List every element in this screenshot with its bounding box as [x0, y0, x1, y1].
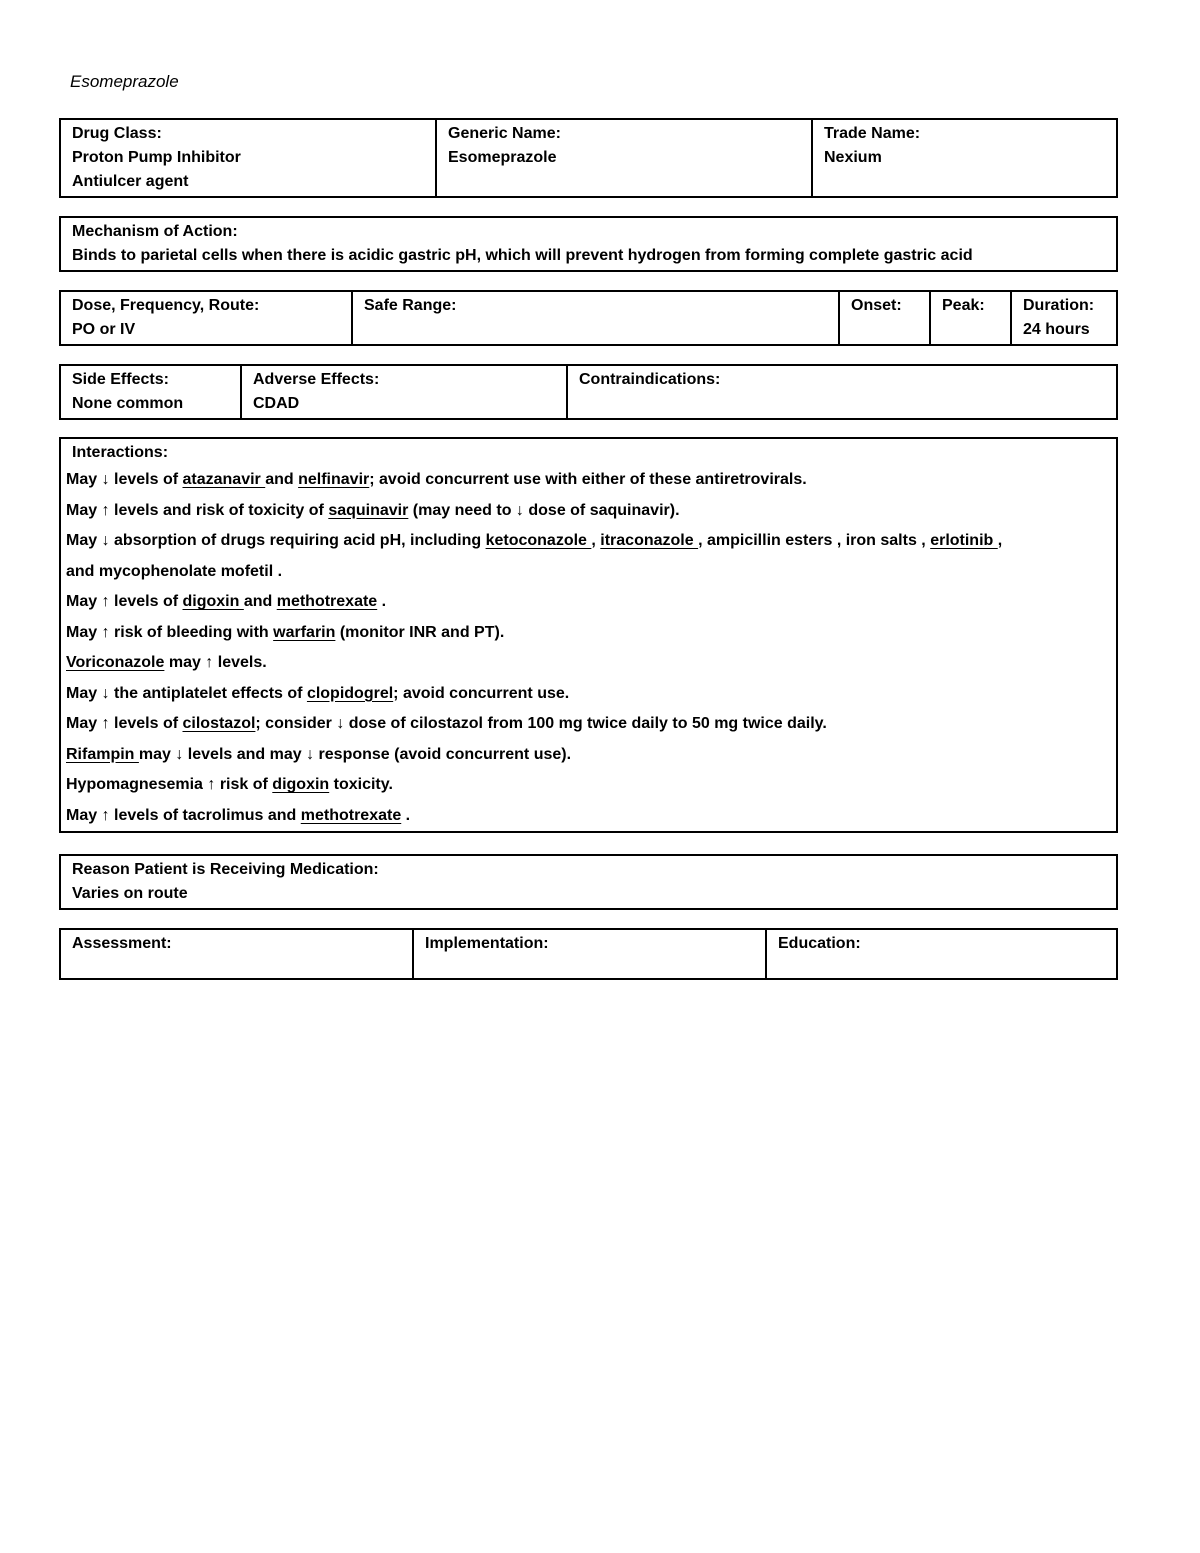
- interaction-text: .: [377, 593, 387, 610]
- interaction-drug-name: warfarin: [273, 623, 336, 641]
- interaction-drug-name: digoxin: [182, 593, 244, 610]
- mechanism-value: Binds to parietal cells when there is acidic gastric pH, which will prevent hydrogen from forming complete gastric acid: [72, 247, 973, 264]
- interaction-line: [66, 526, 1106, 557]
- interaction-line: [66, 709, 1106, 740]
- interaction-text: ; avoid concurrent use with either of these antiretrovirals.: [369, 471, 807, 488]
- interaction-line: [66, 770, 1106, 801]
- interaction-text: and: [243, 593, 277, 610]
- dose-label: Dose, Frequency, Route:: [72, 297, 260, 314]
- interaction-line: [66, 587, 1106, 618]
- interaction-text: May ↑ risk of bleeding with: [66, 623, 274, 641]
- interaction-drug-name: Voriconazole: [66, 654, 165, 671]
- side-effects-value: None common: [72, 395, 184, 412]
- interaction-text: .: [401, 806, 411, 824]
- assessment-cell: [60, 929, 413, 979]
- interaction-drug-name: saquinavir: [328, 501, 409, 519]
- interaction-drug-name: atazanavir: [182, 471, 266, 488]
- interaction-text: May ↓ the antiplatelet effects of: [66, 684, 307, 702]
- mechanism-cell: [60, 217, 1117, 271]
- interaction-line: [66, 618, 1106, 649]
- interaction-drug-name: itraconazole: [600, 532, 699, 549]
- side-effects-label: Side Effects:: [72, 371, 169, 388]
- trade-name-cell: [812, 119, 1117, 197]
- duration-value: 24 hours: [1023, 321, 1090, 338]
- generic-name-value: Esomeprazole: [448, 149, 557, 166]
- adverse-effects-value: CDAD: [253, 395, 300, 412]
- interaction-line: [66, 496, 1106, 527]
- interaction-text: Hypomagnesemia ↑ risk of: [66, 776, 273, 793]
- interaction-line: [66, 740, 1106, 771]
- interaction-line: [66, 679, 1106, 710]
- nursing-process-table: [59, 928, 1118, 980]
- mechanism-label: Mechanism of Action:: [72, 223, 238, 240]
- implementation-label: Implementation:: [425, 935, 549, 952]
- safe-range-label: Safe Range:: [364, 297, 457, 314]
- interaction-line: [66, 465, 1106, 496]
- education-cell: [766, 929, 1117, 979]
- interaction-text: may ↑ levels.: [164, 654, 267, 671]
- implementation-cell: [413, 929, 766, 979]
- trade-name-label: Trade Name:: [824, 125, 921, 142]
- interactions-label: Interactions:: [72, 444, 169, 461]
- interaction-text: toxicity.: [329, 776, 393, 793]
- interaction-text: May ↓ absorption of drugs requiring acid pH, including: [66, 532, 486, 549]
- interaction-drug-name: Rifampin: [66, 745, 139, 763]
- interaction-text: and: [265, 471, 299, 488]
- trade-name-value: Nexium: [824, 149, 882, 166]
- reason-value: Varies on route: [72, 885, 188, 902]
- mechanism-table: [59, 216, 1118, 272]
- interaction-text: may ↓ levels and may ↓ response (avoid concurrent use).: [138, 745, 572, 763]
- interaction-text: ; consider ↓ dose of cilostazol from 100 mg twice daily to 50 mg twice daily.: [255, 715, 827, 732]
- side-effects-cell: [60, 365, 241, 419]
- contraindications-label: Contraindications:: [579, 371, 721, 388]
- interaction-text: May ↑ levels of: [66, 593, 183, 610]
- safe-range-cell: [352, 291, 839, 345]
- interaction-line: [66, 648, 1106, 679]
- interaction-line: [66, 557, 1106, 588]
- drug-class-line-1: Proton Pump Inhibitor: [72, 149, 241, 166]
- interaction-text: May ↓ levels of: [66, 471, 183, 488]
- onset-label: Onset:: [851, 297, 902, 314]
- interaction-text: (monitor INR and PT).: [335, 623, 505, 641]
- interaction-text: , ampicillin esters , iron salts ,: [698, 532, 931, 549]
- education-label: Education:: [778, 935, 861, 952]
- document-title: Esomeprazole: [70, 72, 179, 91]
- peak-cell: [930, 291, 1011, 345]
- contraindications-cell: [567, 365, 1117, 419]
- interaction-drug-name: ketoconazole: [485, 532, 592, 549]
- interaction-text: (may need to ↓ dose of saquinavir).: [408, 501, 680, 519]
- interaction-drug-name: clopidogrel: [306, 684, 394, 702]
- drug-class-line-2: Antiulcer agent: [72, 173, 189, 190]
- duration-cell: [1011, 291, 1117, 345]
- interaction-text: ,: [997, 532, 1003, 549]
- interaction-text: May ↑ levels and risk of toxicity of: [66, 501, 329, 519]
- reason-label: Reason Patient is Receiving Medication:: [72, 861, 379, 878]
- interaction-drug-name: nelfinavir: [298, 471, 370, 488]
- dose-cell: [60, 291, 352, 345]
- adverse-effects-cell: [241, 365, 567, 419]
- interaction-text: and mycophenolate mofetil .: [66, 562, 283, 580]
- assessment-label: Assessment:: [72, 935, 172, 952]
- interaction-text: ,: [591, 532, 601, 549]
- interactions-list: [66, 465, 1106, 831]
- interaction-line: [66, 801, 1106, 832]
- interaction-text: May ↑ levels of tacrolimus and: [66, 806, 301, 824]
- adverse-effects-label: Adverse Effects:: [253, 371, 380, 388]
- interactions-cell: [60, 438, 1117, 832]
- interaction-text: ; avoid concurrent use.: [393, 684, 570, 702]
- drug-class-label: Drug Class:: [72, 125, 162, 142]
- duration-label: Duration:: [1023, 297, 1095, 314]
- dose-table: [59, 290, 1118, 346]
- interaction-text: May ↑ levels of: [66, 715, 183, 732]
- reason-table: [59, 854, 1118, 910]
- interactions-table: [59, 437, 1118, 833]
- dose-value: PO or IV: [72, 321, 136, 338]
- generic-name-cell: [436, 119, 812, 197]
- interaction-drug-name: methotrexate: [276, 593, 378, 610]
- onset-cell: [839, 291, 930, 345]
- interaction-drug-name: methotrexate: [300, 806, 402, 824]
- interaction-drug-name: erlotinib: [930, 532, 998, 549]
- drug-identity-table: [59, 118, 1118, 198]
- interaction-drug-name: cilostazol: [182, 715, 256, 732]
- effects-table: [59, 364, 1118, 420]
- generic-name-label: Generic Name:: [448, 125, 561, 142]
- peak-label: Peak:: [942, 297, 985, 314]
- reason-cell: [60, 855, 1117, 909]
- drug-class-cell: [60, 119, 436, 197]
- interaction-drug-name: digoxin: [272, 776, 330, 793]
